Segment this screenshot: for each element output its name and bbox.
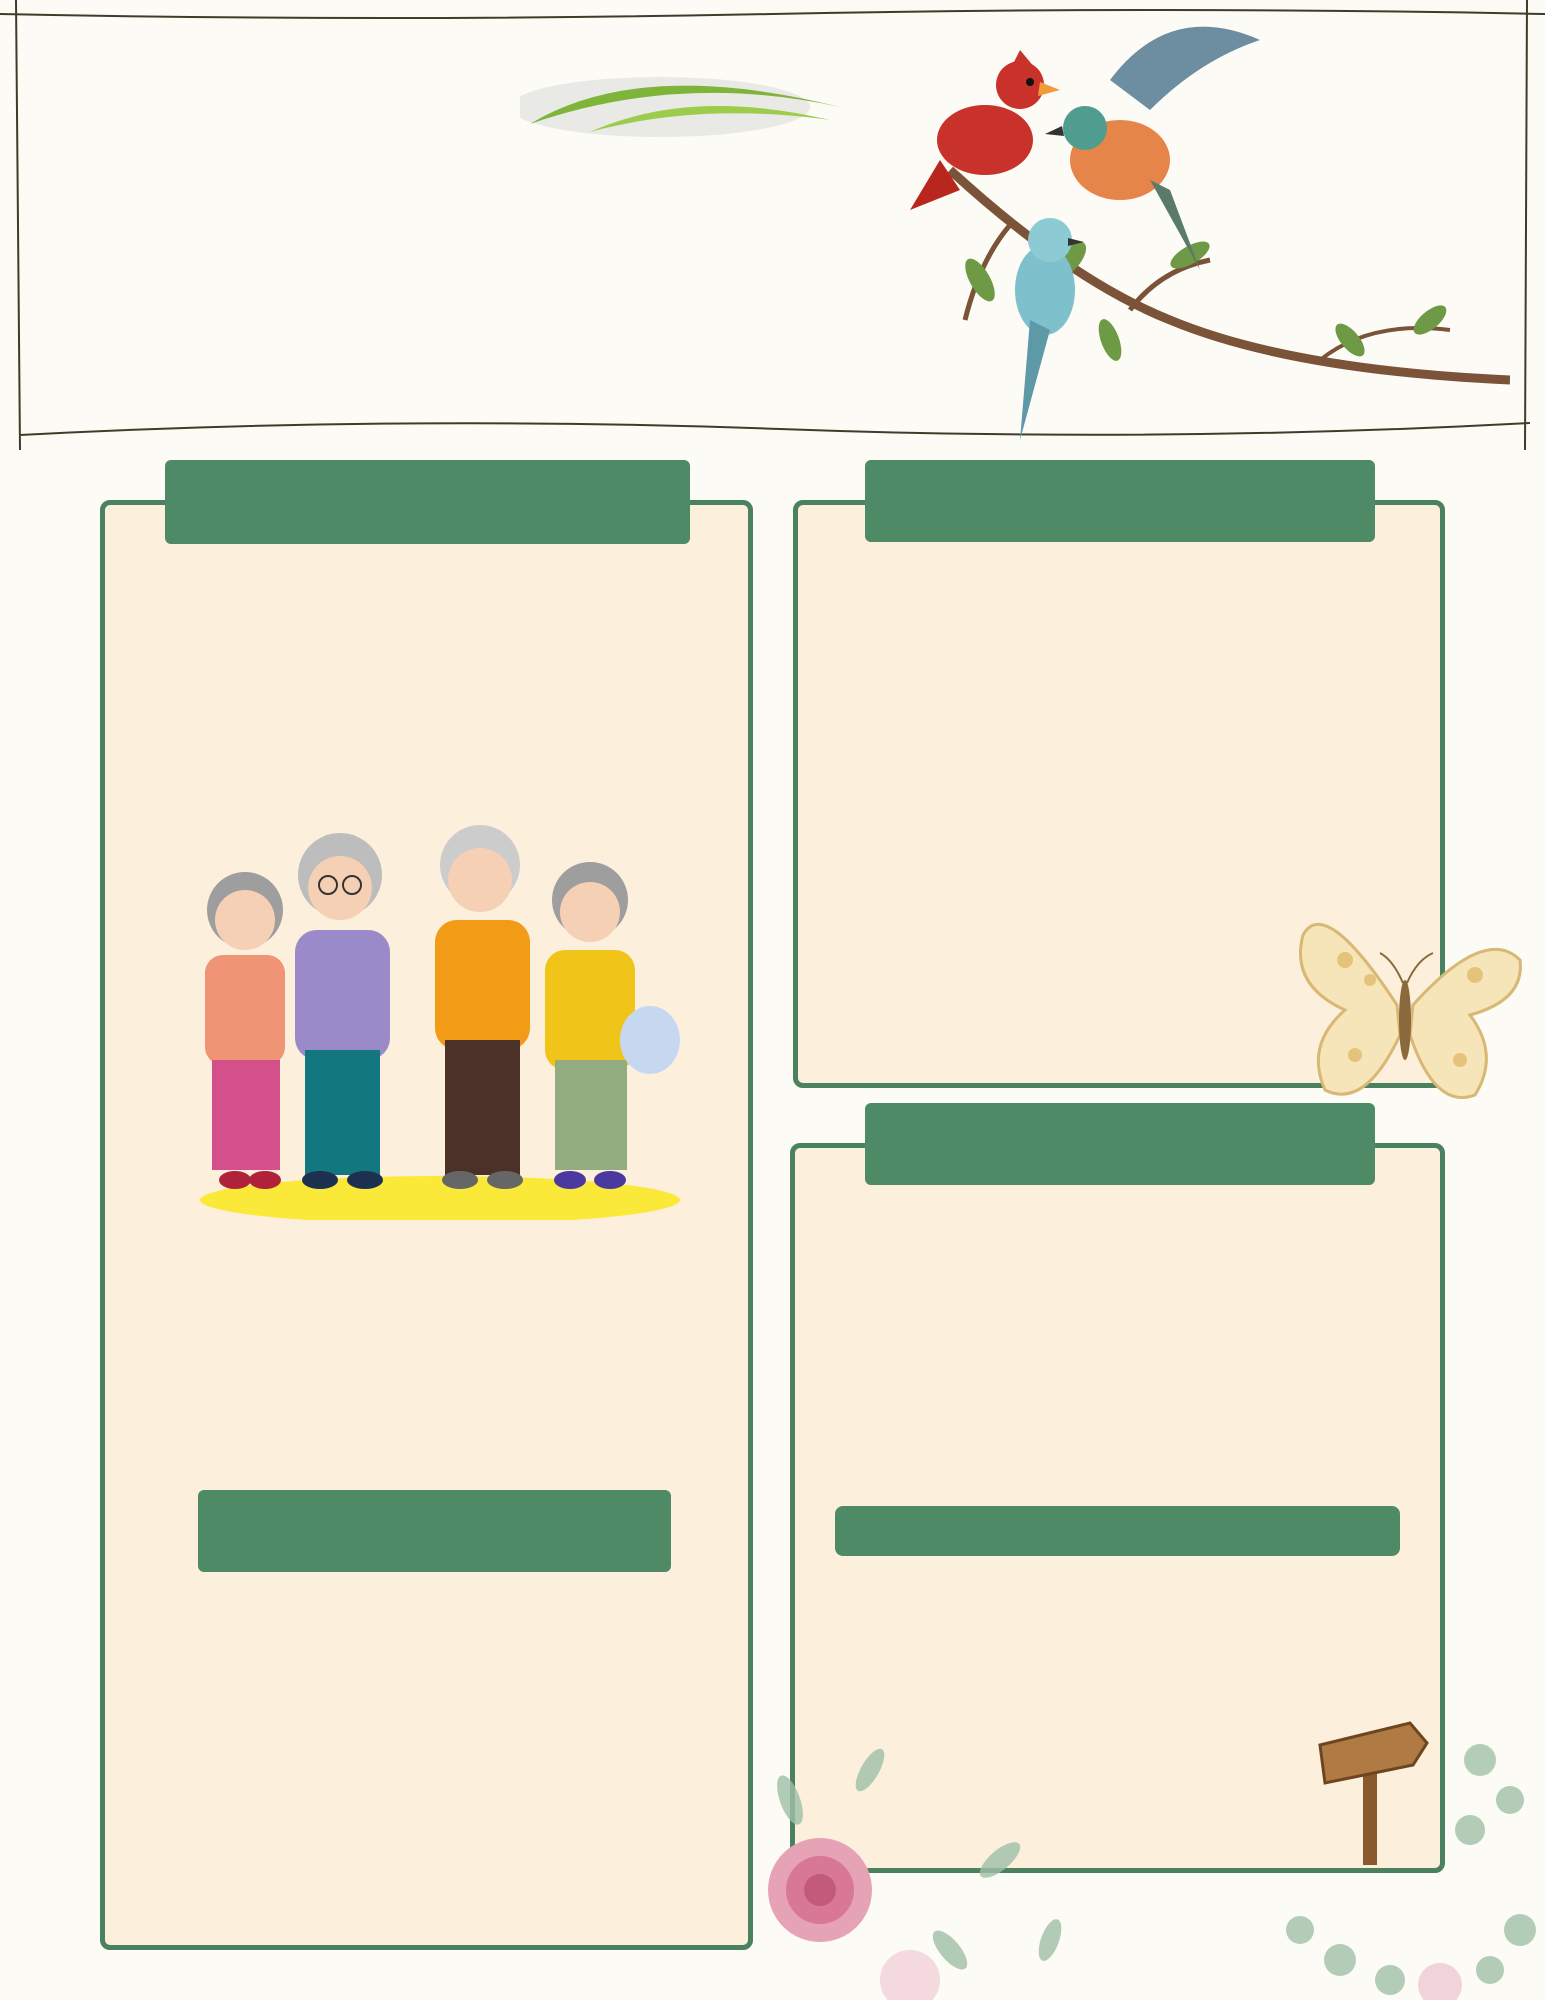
cardinal-bird (910, 50, 1060, 210)
birds-on-branch-illustration (870, 20, 1510, 460)
senior-woman-yellow (545, 862, 680, 1189)
peony-flowers-illustration (750, 1740, 1080, 2000)
flying-bird (1045, 27, 1260, 270)
seniors-week-heading (165, 460, 690, 544)
butterfly-illustration (1285, 905, 1525, 1115)
lets-celebrate-illustration (150, 620, 710, 1220)
logo-hills-icon (520, 62, 850, 137)
sunflower-garland-left (0, 0, 40, 450)
eucalyptus-leaves-illustration (1240, 1730, 1545, 2000)
senior-man-orange (435, 825, 530, 1189)
council-meeting-heading (865, 460, 1375, 542)
senior-man-glasses (295, 833, 390, 1189)
sunflower-garland-right (1505, 0, 1545, 450)
planning-heading (865, 1103, 1375, 1185)
gravel-sales-heading (198, 1490, 671, 1572)
senior-woman-pink (205, 872, 285, 1189)
camping-heading (835, 1506, 1400, 1556)
